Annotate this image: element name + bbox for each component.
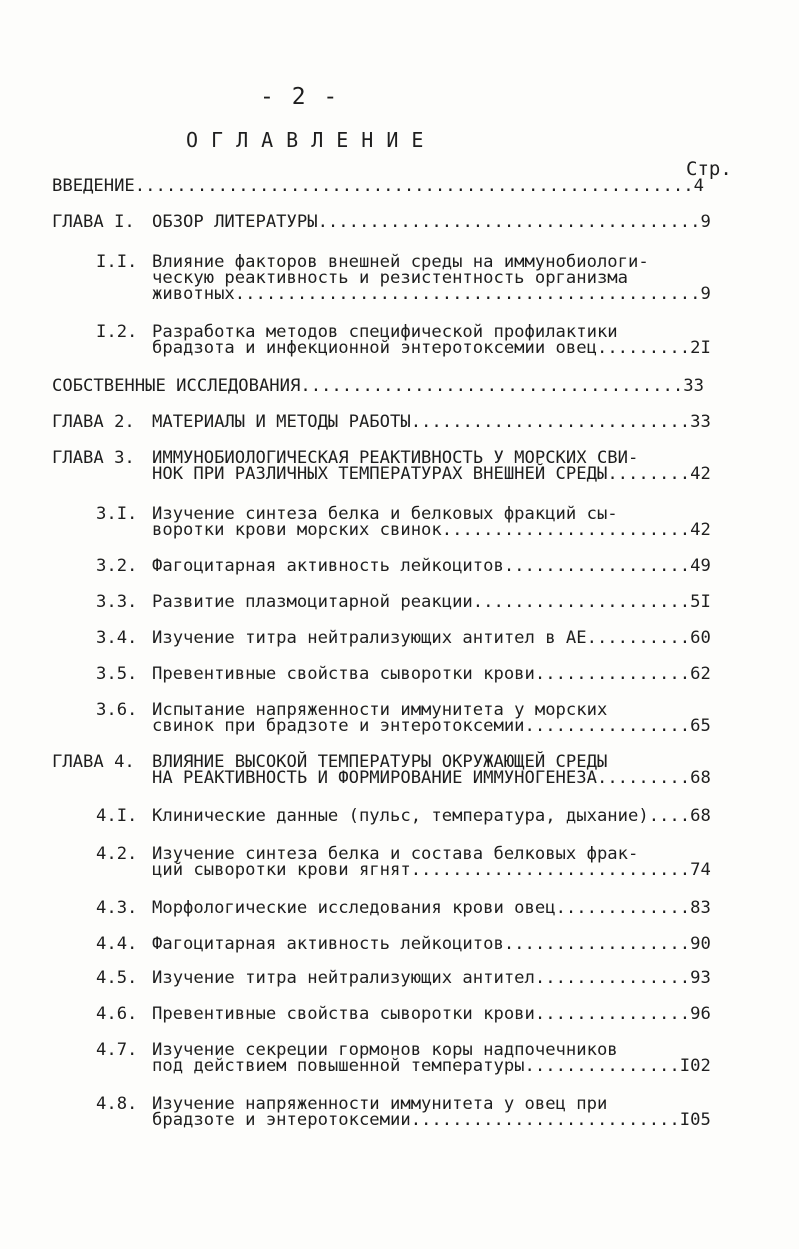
toc-page-number: 60 [690, 628, 711, 648]
toc-page-number: 42 [690, 464, 711, 484]
toc-entry [96, 666, 711, 682]
toc-entry [96, 324, 711, 356]
toc-page-number: 4 [693, 176, 704, 196]
toc-entry-label: 3.I. [96, 504, 138, 524]
leader-dots: ............... [534, 1004, 691, 1024]
toc-entry [96, 558, 711, 574]
toc-entry-text: Изучение титра нейтрализующих антител [152, 968, 535, 988]
leader-dots: ................ [524, 716, 691, 736]
toc-page-number: 2I [690, 338, 711, 358]
toc-entry-text: Изучение синтеза белка и белковых фракций сы- [152, 504, 618, 524]
toc-page-number: 9 [700, 284, 711, 304]
leader-dots: ..................................... [317, 212, 701, 232]
toc-entry [52, 754, 711, 786]
toc-entry-label: ГЛАВА 3. [52, 448, 135, 468]
leader-dots: ............. [555, 898, 691, 918]
toc-entry-text: СОБСТВЕННЫЕ ИССЛЕДОВАНИЯ [52, 376, 301, 396]
toc-entry-text: Клинические данные (пульс, температура, дыхание) [152, 806, 649, 826]
toc-entry-text: под действием повышенной температуры [152, 1056, 525, 1076]
toc-entry-text: НОК ПРИ РАЗЛИЧНЫХ ТЕМПЕРАТУРАХ ВНЕШНЕЙ СРЕДЫ [152, 464, 608, 484]
toc-entry-text: Развитие плазмоцитарной реакции [152, 592, 473, 612]
leader-dots: ............... [534, 968, 691, 988]
leader-dots: .................. [503, 934, 691, 954]
toc-entry-label: 3.3. [96, 592, 138, 612]
toc-entry-label: 3.2. [96, 556, 138, 576]
toc-entry [96, 808, 711, 824]
toc-entry [52, 414, 711, 430]
toc-entry [96, 506, 711, 538]
toc-entry-label: 4.2. [96, 844, 138, 864]
toc-entry-label: 4.6. [96, 1004, 138, 1024]
toc-entry [96, 1096, 711, 1128]
toc-page-number: 33 [683, 376, 704, 396]
toc-entry-text: Превентивные свойства сыворотки крови [152, 1004, 535, 1024]
toc-page-number: 65 [690, 716, 711, 736]
toc-page-number: 33 [690, 412, 711, 432]
toc-entry-label: 4.I. [96, 806, 138, 826]
leader-dots: .... [648, 806, 691, 826]
toc-entry-label: 4.3. [96, 898, 138, 918]
toc-page-number: 5I [690, 592, 711, 612]
leader-dots: ...................................................... [134, 176, 694, 196]
toc-entry-label: ГЛАВА 4. [52, 752, 135, 772]
toc-entry-text: животных [152, 284, 235, 304]
toc-entry-text: ВЛИЯНИЕ ВЫСОКОЙ ТЕМПЕРАТУРЫ ОКРУЖАЮЩЕЙ СРЕДЫ [152, 752, 608, 772]
toc-entry-text: МАТЕРИАЛЫ И МЕТОДЫ РАБОТЫ [152, 412, 411, 432]
toc-entry-text: ВВЕДЕНИЕ [52, 176, 135, 196]
toc-page-number: 42 [690, 520, 711, 540]
toc-entry [96, 936, 711, 952]
toc-page-number: 68 [690, 768, 711, 788]
toc-entry-label: 4.8. [96, 1094, 138, 1114]
toc-entry-text: ций сыворотки крови ягнят [152, 860, 411, 880]
leader-dots: ............... [534, 664, 691, 684]
toc-entry-text: ИММУНОБИОЛОГИЧЕСКАЯ РЕАКТИВНОСТЬ У МОРСКИХ СВИ- [152, 448, 639, 468]
toc-entry-text: брадзота и инфекционной энтеротоксемии овец [152, 338, 597, 358]
leader-dots: ............................................. [234, 284, 701, 304]
toc-page-number: 68 [690, 806, 711, 826]
leader-dots: ........................... [410, 412, 691, 432]
page-number: - 2 - [260, 84, 340, 110]
toc-entry-text: Морфологические исследования крови овец [152, 898, 556, 918]
toc-entry-text: Изучение напряженности иммунитета у овец при [152, 1094, 608, 1114]
toc-entry [52, 450, 711, 482]
toc-entry-label: 3.4. [96, 628, 138, 648]
toc-entry-text: Превентивные свойства сыворотки крови [152, 664, 535, 684]
toc-entry-label: 4.4. [96, 934, 138, 954]
page-title: ОГЛАВЛЕНИЕ [186, 128, 437, 152]
toc-entry-label: I.I. [96, 252, 138, 272]
toc-entry-text: Испытание напряженности иммунитета у морских [152, 700, 608, 720]
toc-page-number: 49 [690, 556, 711, 576]
toc-entry [52, 214, 711, 230]
toc-entry-label: 4.7. [96, 1040, 138, 1060]
toc-entry-label: 3.6. [96, 700, 138, 720]
toc-entry-text: Изучение синтеза белка и состава белковых фрак- [152, 844, 639, 864]
toc-entry-label: 4.5. [96, 968, 138, 988]
toc-entry-text: Изучение секреции гормонов коры надпочечников [152, 1040, 618, 1060]
toc-page-number: 74 [690, 860, 711, 880]
toc-entry-text: брадзоте и энтеротоксемии [152, 1110, 411, 1130]
leader-dots: ........ [607, 464, 691, 484]
leader-dots: ..................................... [300, 376, 684, 396]
leader-dots: ..................... [472, 592, 691, 612]
leader-dots: .......... [586, 628, 691, 648]
toc-page-number: 93 [690, 968, 711, 988]
toc-entry-text: воротки крови морских свинок [152, 520, 442, 540]
toc-entry [96, 630, 711, 646]
toc-entry-text: Разработка методов специфической профилактики [152, 322, 618, 342]
toc-page-number: 9 [700, 212, 711, 232]
page-column-header: Стр. [686, 158, 732, 180]
toc-entry [52, 378, 704, 394]
leader-dots: ........................ [441, 520, 691, 540]
toc-page-number: 96 [690, 1004, 711, 1024]
toc-page-number: 83 [690, 898, 711, 918]
toc-entry-text: Фагоцитарная активность лейкоцитов [152, 556, 504, 576]
toc-entry [96, 594, 711, 610]
toc-entry [96, 900, 711, 916]
leader-dots: ......... [596, 338, 691, 358]
toc-entry [96, 970, 711, 986]
toc-entry-text: свинок при брадзоте и энтеротоксемии [152, 716, 525, 736]
toc-page-number: 62 [690, 664, 711, 684]
toc-entry-text: Влияние факторов внешней среды на иммунобиологи- [152, 252, 649, 272]
toc-entry [96, 1006, 711, 1022]
toc-page-number: I02 [679, 1056, 711, 1076]
toc-entry-label: ГЛАВА I. [52, 212, 135, 232]
leader-dots: ........................... [410, 860, 691, 880]
leader-dots: .................. [503, 556, 691, 576]
toc-entry-text: Фагоцитарная активность лейкоцитов [152, 934, 504, 954]
toc-entry [96, 846, 711, 878]
toc-entry-text: ОБЗОР ЛИТЕРАТУРЫ [152, 212, 318, 232]
toc-entry [96, 254, 711, 302]
toc-entry-text: Изучение титра нейтрализующих антител в АЕ [152, 628, 587, 648]
toc-entry-label: 3.5. [96, 664, 138, 684]
toc-entry [96, 702, 711, 734]
leader-dots: ............... [524, 1056, 680, 1076]
leader-dots: ......... [596, 768, 691, 788]
toc-entry-text: НА РЕАКТИВНОСТЬ И ФОРМИРОВАНИЕ ИММУНОГЕНЕЗА [152, 768, 597, 788]
toc-page-number: 90 [690, 934, 711, 954]
toc-entry [52, 178, 704, 194]
toc-page-number: I05 [679, 1110, 711, 1130]
toc-entry [96, 1042, 711, 1074]
toc-entry-label: I.2. [96, 322, 138, 342]
toc-entry-text: ческую реактивность и резистентность организма [152, 268, 628, 288]
leader-dots: .......................... [410, 1110, 680, 1130]
toc-entry-label: ГЛАВА 2. [52, 412, 135, 432]
